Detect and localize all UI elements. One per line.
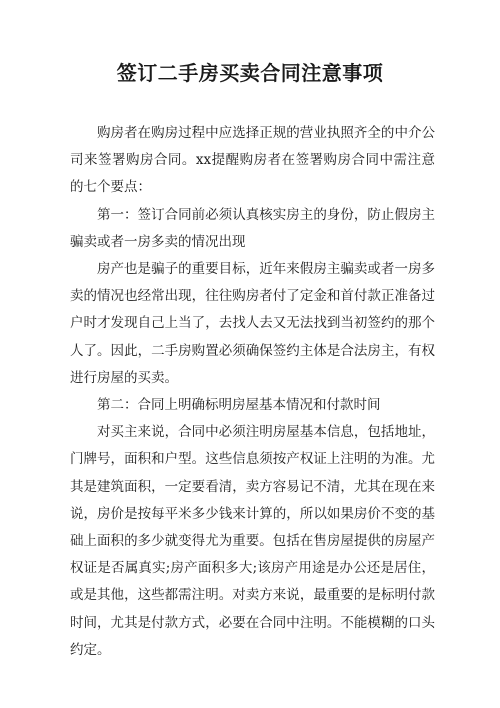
intro-paragraph: 购房者在购房过程中应选择正规的营业执照齐全的中介公司来签署购房合同。xx提醒购房者在签署购房合同中需注意的七个要点： xyxy=(70,125,435,196)
point-1-body: 房产也是骗子的重要目标，近年来假房主骗卖或者一房多卖的情况也经常出现，往往购房者付了定金和首付款正准备过户时才发现自己上当了，去找人去又无法找到当初签约的那个人了。因此，二手房购置必须确保签约主体是合法房主，有权进行房屋的买卖。 xyxy=(70,261,435,386)
point-2-body: 对买主来说，合同中必须注明房屋基本信息，包括地址，门牌号，面积和户型。这些信息须按产权证上注明的为准。尤其是建筑面积，一定要看清，卖方容易记不清，尤其在现在来说，房价是按每平米多少钱来计算的，所以如果房价不变的基础上面积的多少就变得尤为重要。包括在售房屋提供的房屋产权证是否属真实;房产面积多大;该房产用途是办公还是居住，或是其他，这些都需注明。对卖方来说，最重要的是标明付款时间，尤其是付款方式，必要在合同中注明。不能模糊的口头约定。 xyxy=(70,424,435,658)
document-body xyxy=(70,120,435,664)
point-2-heading: 第二：合同上明确标明房屋基本情况和付款时间 xyxy=(97,397,381,414)
point-1-heading: 第一：签订合同前必须认真核实房主的身份，防止假房主骗卖或者一房多卖的情况出现 xyxy=(70,206,435,250)
document-title: 签订二手房买卖合同注意事项 xyxy=(116,61,384,85)
